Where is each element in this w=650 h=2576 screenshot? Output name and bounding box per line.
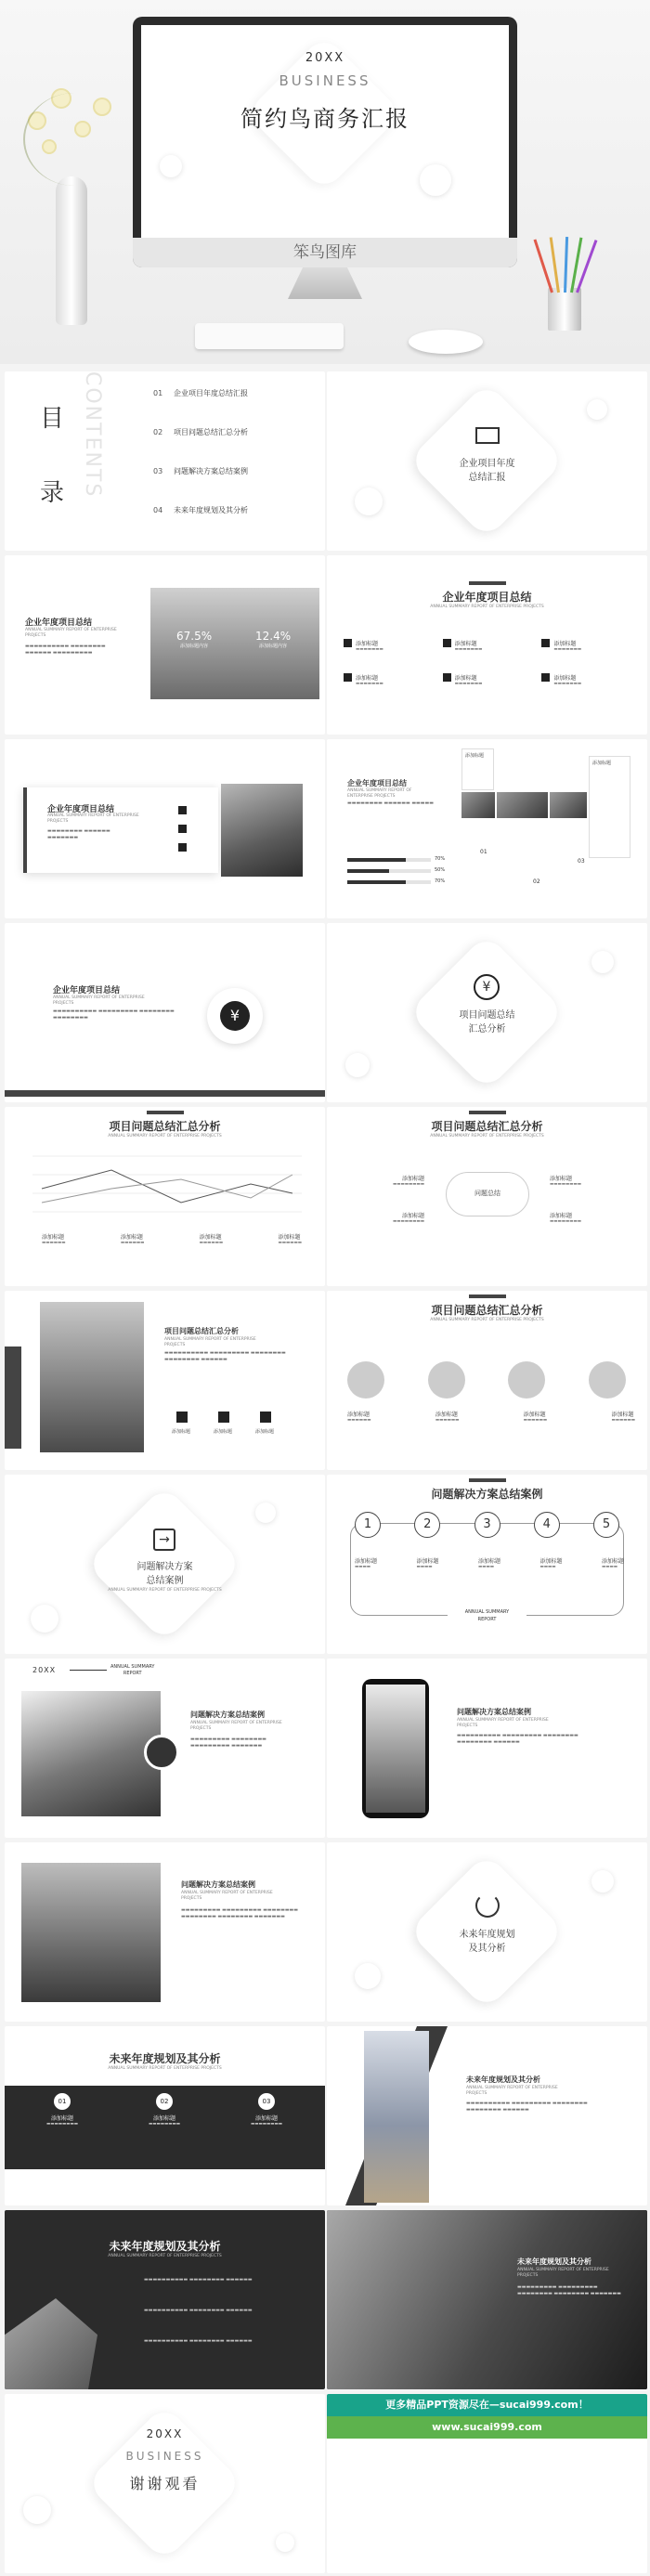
- slide-thanks: [5, 2394, 325, 2573]
- slide-title: 项目问题总结汇总分析: [431, 1304, 543, 1317]
- slide-title: 问题解决方案总结案例: [457, 1708, 531, 1716]
- hero-banner: [0, 0, 650, 364]
- contents-item[interactable]: 04 未来年度规划及其分析: [153, 506, 248, 514]
- slide-title: 问题解决方案总结案例: [190, 1711, 265, 1719]
- slide-title: 未来年度规划及其分析: [109, 2240, 221, 2253]
- slide-section-2: [327, 923, 647, 1102]
- section-title-line-2: 及其分析: [468, 1944, 506, 1954]
- mail-icon: [475, 427, 500, 444]
- section-title-line-1: 问题解决方案: [136, 1562, 193, 1572]
- promo-block: [327, 2394, 647, 2573]
- slide-7: 企业年度项目总结 ANNUAL SUMMARY REPORT OF ENTERPRISE PROJECTS ▬▬▬▬▬▬▬▬▬▬ ▬▬▬▬▬▬▬▬▬ ▬▬▬▬▬▬▬▬ ▬▬▬▬▬▬▬▬ ¥: [5, 923, 325, 1102]
- slide-15: 20XX ANNUAL SUMMARY REPORT 问题解决方案总结案例 ANNUAL SUMMARY REPORT OF ENTERPRISE PROJECTS ▬▬▬▬▬▬▬▬▬ ▬▬▬▬▬▬▬▬ ▬▬▬▬▬▬▬▬▬ ▬▬▬▬▬▬▬: [5, 1659, 325, 1838]
- mouse-image: [409, 330, 483, 354]
- office-photo: [550, 792, 587, 818]
- contents-vertical-text: CONTENTS: [81, 371, 104, 499]
- slide-9: 项目问题总结汇总分析 ANNUAL SUMMARY REPORT OF ENTERPRISE PROJECTS 添加标题 ▬▬▬▬▬▬ 添加标题 ▬▬▬▬▬▬ 添加标题 ▬▬▬▬▬▬ 添加标题 ▬▬▬▬▬▬: [5, 1107, 325, 1286]
- slide-subtitle: ANNUAL SUMMARY REPORT OF ENTERPRISE PROJECTS: [25, 628, 117, 639]
- slide-20: 未来年度规划及其分析 ANNUAL SUMMARY REPORT OF ENTERPRISE PROJECTS ▬▬▬▬▬▬▬▬▬▬ ▬▬▬▬▬▬▬▬▬ ▬▬▬▬▬▬▬▬ ▬▬▬▬▬▬▬▬ ▬▬▬▬▬▬: [327, 2026, 647, 2205]
- hero-year: 20XX: [305, 51, 345, 65]
- slide-contents: [5, 371, 325, 551]
- hero-subtitle: BUSINESS: [279, 72, 371, 89]
- slide-21: 未来年度规划及其分析 ANNUAL SUMMARY REPORT OF ENTERPRISE PROJECTS ▬▬▬▬▬▬▬▬▬▬ ▬▬▬▬▬▬▬▬ ▬▬▬▬▬▬ ▬▬▬▬▬▬▬▬▬▬ ▬▬▬▬▬▬▬▬ ▬▬▬▬▬▬ ▬▬▬▬▬▬▬▬▬▬ ▬▬▬▬▬▬▬▬ ▬▬▬▬▬▬: [5, 2210, 325, 2389]
- slide-title: 问题解决方案总结案例: [431, 1488, 543, 1501]
- slide-12: 项目问题总结汇总分析 ANNUAL SUMMARY REPORT OF ENTERPRISE PROJECTS 添加标题 ▬▬▬▬▬▬ 添加标题 ▬▬▬▬▬▬ 添加标题 ▬▬▬▬▬▬ 添加标题 ▬▬▬▬▬▬: [327, 1291, 647, 1470]
- skyscraper-photo: [21, 1691, 161, 1816]
- slide-title: 企业年度项目总结: [347, 779, 407, 787]
- slide-title: 未来年度规划及其分析: [109, 2052, 221, 2065]
- hero-brand: 笨鸟图库: [133, 238, 517, 267]
- slide-6: 企业年度项目总结 ANNUAL SUMMARY REPORT OF ENTERPRISE PROJECTS ▬▬▬▬▬▬▬▬ ▬▬▬▬▬▬ ▬▬▬▬▬ 70% 50% 70% 添加标题 01 02 03 添加标题: [327, 739, 647, 918]
- city-photo: [221, 784, 303, 877]
- businessman-photo: [364, 2031, 429, 2203]
- slide-section-4: [327, 1842, 647, 2022]
- section-title-line-2: 总结汇报: [468, 473, 506, 483]
- slide-4: 企业年度项目总结 ANNUAL SUMMARY REPORT OF ENTERPRISE PROJECTS 添加标题 ▬▬▬▬▬▬▬ 添加标题 ▬▬▬▬▬▬▬ 添加标题 ▬▬▬▬▬▬▬ 添加标题 ▬▬▬▬▬▬▬ 添加标题 ▬▬▬▬▬▬▬ 添加标题 ▬▬▬▬▬▬▬: [327, 555, 647, 735]
- vase-image: [56, 176, 87, 325]
- meeting-photo: [327, 2210, 647, 2389]
- section-title-line-1: 企业项目年度: [459, 459, 515, 469]
- slide-section-1: [327, 371, 647, 551]
- contents-char-2: 录: [40, 479, 65, 507]
- contents-item[interactable]: 01 企业项目年度总结汇报: [153, 389, 248, 397]
- section-title-line-1: 未来年度规划: [459, 1930, 515, 1940]
- slide-11: 项目问题总结汇总分析 ANNUAL SUMMARY REPORT OF ENTERPRISE PROJECTS ▬▬▬▬▬▬▬▬▬▬ ▬▬▬▬▬▬▬▬▬ ▬▬▬▬▬▬▬▬ ▬▬▬▬▬▬▬▬ ▬▬▬▬▬▬ 添加标题 添加标题 添加标题: [5, 1291, 325, 1470]
- slide-title: 企业年度项目总结: [442, 591, 532, 604]
- slide-14: 问题解决方案总结案例 1 2 3 4 5 添加标题 ▬▬▬▬ 添加标题 ▬▬▬▬ 添加标题 ▬▬▬▬ 添加标题 ▬▬▬▬ 添加标题 ▬▬▬▬ ANNUAL SUMMARY REPORT: [327, 1475, 647, 1654]
- slide-title: 项目问题总结汇总分析: [431, 1120, 543, 1133]
- street-photo: [40, 1302, 144, 1452]
- slide-title: 未来年度规划及其分析: [466, 2075, 540, 2084]
- slide-22: 未来年度规划及其分析 ANNUAL SUMMARY REPORT OF ENTERPRISE PROJECTS ▬▬▬▬▬▬▬▬▬ ▬▬▬▬▬▬▬▬▬ ▬▬▬▬▬▬▬▬ ▬▬▬▬▬▬▬▬ ▬▬▬▬▬▬▬: [327, 2210, 647, 2389]
- contents-list: [153, 388, 320, 515]
- slide-3: 企业年度项目总结 ANNUAL SUMMARY REPORT OF ENTERPRISE PROJECTS ▬▬▬▬▬▬▬▬▬▬ ▬▬▬▬▬▬▬▬ ▬▬▬▬▬▬ ▬▬▬▬▬▬▬▬▬ 67.5% 添加标题内容 12.4% 添加标题内容: [5, 555, 325, 735]
- promo-line-2[interactable]: www.sucai999.com: [327, 2416, 647, 2439]
- yen-icon: ¥: [220, 1001, 250, 1031]
- monitor-screen: [141, 25, 509, 238]
- monitor: [133, 17, 517, 267]
- slide-title: 企业年度项目总结: [25, 618, 93, 628]
- section-title-line-2: 总结案例: [146, 1576, 184, 1586]
- section-title-line-2: 汇总分析: [468, 1024, 506, 1034]
- contents-item[interactable]: 03 问题解决方案总结案例: [153, 467, 248, 475]
- hero-title: 简约鸟商务汇报: [240, 106, 410, 132]
- slide-title: 项目问题总结汇总分析: [109, 1120, 221, 1133]
- thanks-title: 谢谢观看: [129, 2475, 201, 2492]
- slide-title: 企业年度项目总结: [53, 986, 121, 995]
- slide-5: 企业年度项目总结 ANNUAL SUMMARY REPORT OF ENTERPRISE PROJECTS ▬▬▬▬▬▬▬▬ ▬▬▬▬▬▬ ▬▬▬▬▬▬▬: [5, 739, 325, 918]
- export-icon: →: [153, 1529, 176, 1551]
- slide-title: 问题解决方案总结案例: [181, 1880, 255, 1889]
- contents-char-1: 目: [40, 405, 65, 433]
- slide-title: 企业年度项目总结: [47, 805, 115, 814]
- office-photo: [462, 792, 495, 818]
- skyline-photo: [21, 1863, 161, 2002]
- section-title-line-1: 项目问题总结: [459, 1010, 515, 1021]
- yen-icon: ¥: [474, 974, 500, 1000]
- line-chart: [32, 1151, 302, 1221]
- refresh-icon: [475, 1893, 500, 1918]
- thanks-year: 20XX: [146, 2427, 184, 2440]
- hero-title-block: [141, 25, 509, 133]
- center-label: 问题总结: [474, 1190, 500, 1197]
- wolf-photo: [5, 2298, 98, 2389]
- monitor-stand: [288, 267, 362, 299]
- pencil-cup-image: [548, 288, 581, 331]
- slide-10: 项目问题总结汇总分析 ANNUAL SUMMARY REPORT OF ENTERPRISE PROJECTS 问题总结 添加标题 ▬▬▬▬▬▬▬▬ 添加标题 ▬▬▬▬▬▬▬▬ 添加标题 ▬▬▬▬▬▬▬▬ 添加标题 ▬▬▬▬▬▬▬▬: [327, 1107, 647, 1286]
- phone-mockup: [362, 1679, 429, 1818]
- keyboard-image: [195, 323, 344, 349]
- office-photo: [497, 792, 548, 818]
- slide-title: 未来年度规划及其分析: [517, 2257, 592, 2266]
- slide-19: 未来年度规划及其分析 ANNUAL SUMMARY REPORT OF ENTERPRISE PROJECTS 01 添加标题 ▬▬▬▬▬▬▬▬ 02 添加标题 ▬▬▬▬▬▬▬▬ 03 添加标题 ▬▬▬▬▬▬▬▬: [5, 2026, 325, 2205]
- slide-section-3: → 问题解决方案 总结案例 ANNUAL SUMMARY REPORT OF ENTERPRISE PROJECTS: [5, 1475, 325, 1654]
- promo-line-1[interactable]: 更多精品PPT资源尽在—sucai999.com！: [327, 2394, 647, 2416]
- contents-item[interactable]: 02 项目问题总结汇总分析: [153, 428, 248, 436]
- slide-16: 问题解决方案总结案例 ANNUAL SUMMARY REPORT OF ENTERPRISE PROJECTS ▬▬▬▬▬▬▬▬▬▬ ▬▬▬▬▬▬▬▬▬ ▬▬▬▬▬▬▬▬ ▬▬▬▬▬▬▬▬ ▬▬▬▬▬▬: [327, 1659, 647, 1838]
- thanks-subtitle: BUSINESS: [125, 2450, 204, 2463]
- slide-title: 项目问题总结汇总分析: [164, 1327, 239, 1335]
- slide-17: 问题解决方案总结案例 ANNUAL SUMMARY REPORT OF ENTERPRISE PROJECTS ▬▬▬▬▬▬▬▬▬ ▬▬▬▬▬▬▬▬▬ ▬▬▬▬▬▬▬▬ ▬▬▬▬▬▬▬▬ ▬▬▬▬▬▬▬▬ ▬▬▬▬▬▬▬: [5, 1842, 325, 2022]
